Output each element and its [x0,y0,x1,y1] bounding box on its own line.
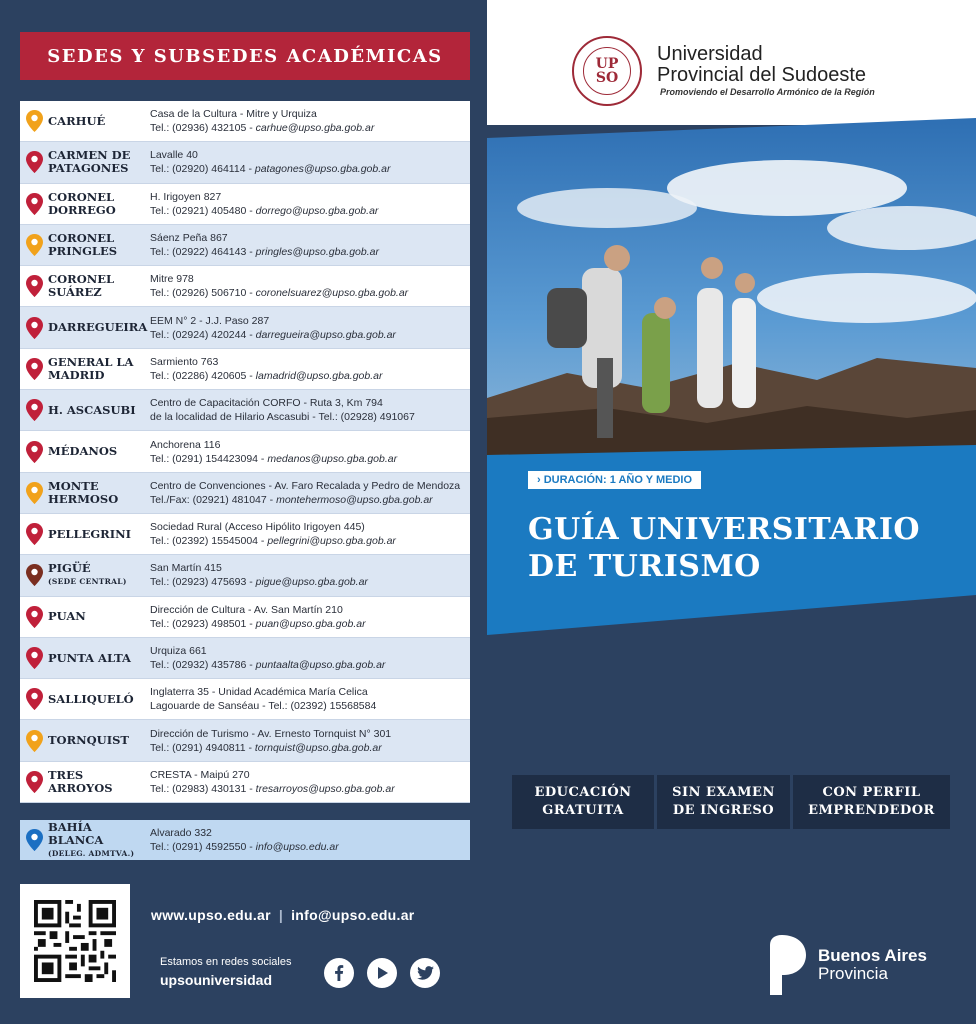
sede-row [20,473,470,514]
email-link[interactable]: info@upso.edu.ar [291,907,415,923]
email-link[interactable]: lamadrid@upso.gba.gob.ar [255,369,383,382]
sede-phone: Tel.: (0291) 4940811 - [150,741,255,754]
location-pin-icon [20,358,48,380]
sede-info [150,148,470,176]
sede-address: San Martín 415 [150,562,222,575]
email-link[interactable]: pringles@upso.gba.gob.ar [255,246,379,259]
university-header [487,0,976,125]
sede-name: PUNTA ALTA [48,650,131,665]
sede-address: Centro de Capacitación CORFO - Ruta 3, Km 794 [150,397,383,410]
sede-name: CARHUÉ [48,113,106,128]
sede-address: Sarmiento 763 [150,355,219,368]
sede-info [150,190,470,218]
sede-info [150,107,470,135]
website-link[interactable]: www.upso.edu.ar [151,907,271,923]
sede-name: MONTE HERMOSO [48,478,119,506]
sede-phone: Tel.: (02923) 498501 - [150,617,256,630]
email-link[interactable]: puan@upso.gba.gob.ar [255,617,366,630]
youtube-icon[interactable] [367,958,397,988]
sede-name: PIGÜÉ (SEDE CENTRAL) [48,561,127,587]
sede-phone: Tel.: (02924) 420244 - [150,328,256,341]
sede-name: BAHÍA BLANCA (DELEG. ADMTVA.) [48,819,135,858]
sede-row [20,638,470,679]
location-pin-icon [20,193,48,215]
bahia-blanca-row [20,820,470,860]
location-pin-icon [20,482,48,504]
sede-address: CRESTA - Maipú 270 [150,768,250,781]
sede-phone: Tel.: (02392) 15545004 - [150,535,268,548]
email-link[interactable]: patagones@upso.gba.gob.ar [254,163,391,176]
sede-address: Sáenz Peña 867 [150,232,228,245]
university-seal-logo: UP SO [572,36,642,106]
sede-name: DARREGUEIRA [48,320,148,335]
sede-name: SALLIQUELÓ [48,691,134,706]
sede-row [20,225,470,266]
sede-phone: de la localidad de Hilario Ascasubi - Tel.: (02928) 491067 [150,411,415,424]
sede-info [150,561,470,589]
feature-free-education: EDUCACIÓN GRATUITA [512,775,654,829]
sede-info [150,644,470,672]
sede-row [20,555,470,596]
sede-address: Sociedad Rural (Acceso Hipólito Irigoyen 445) [150,521,365,534]
duration-badge: › DURACIÓN: 1 AÑO Y MEDIO [528,471,701,489]
sede-row [20,390,470,431]
location-pin-icon [20,399,48,421]
sede-info [150,685,470,713]
sede-name: CORONEL PRINGLES [48,231,118,259]
email-link[interactable]: tresarroyos@upso.gba.gob.ar [255,782,395,795]
sede-address: Anchorena 116 [150,438,221,451]
sede-address: EEM N° 2 - J.J. Paso 287 [150,314,270,327]
sede-info [150,314,470,342]
provincia-p-icon [768,935,808,995]
left-panel [0,0,487,1024]
university-tagline: Promoviendo el Desarrollo Armónico de la Región [660,87,875,97]
sede-phone: Lagouarde de Sanséau - Tel.: (02392) 15568584 [150,700,377,713]
sede-info [150,231,470,259]
email-link[interactable]: info@upso.edu.ar [255,841,339,853]
sede-row [20,762,470,803]
sede-address: Inglaterra 35 - Unidad Académica María Celica [150,686,368,699]
footer-links [151,907,415,923]
right-panel [487,0,976,1024]
sede-row [20,597,470,638]
sede-name: PUAN [48,609,86,624]
email-link[interactable]: montehermoso@upso.gba.gob.ar [276,493,433,506]
sede-address: Lavalle 40 [150,149,198,162]
sede-name: PELLEGRINI [48,526,131,541]
sede-phone: Tel.: (02923) 475693 - [150,576,256,589]
sede-info [150,396,470,424]
location-pin-icon [20,234,48,256]
sede-name: MÉDANOS [48,444,118,459]
sede-info [150,520,470,548]
sede-info [150,355,470,383]
facebook-icon[interactable] [324,958,354,988]
sede-info [150,272,470,300]
sede-row [20,184,470,225]
sede-info [150,603,470,631]
email-link[interactable]: puntaalta@upso.gba.gob.ar [255,659,386,671]
sede-info [150,727,470,755]
program-title: GUÍA UNIVERSITARIO DE TURISMO [528,512,920,584]
location-pin-icon [20,688,48,710]
sede-row [20,514,470,555]
social-handle: upsouniversidad [160,972,273,988]
location-pin-icon [20,317,48,339]
buenos-aires-logo: Buenos Aires Provincia [768,935,927,995]
location-pin-icon [20,829,48,851]
email-link[interactable]: pellegrini@upso.gba.gob.ar [267,535,396,548]
sede-name: CORONEL DORREGO [48,189,116,217]
sede-row [20,349,470,390]
sede-address: Dirección de Turismo - Av. Ernesto Tornquist N° 301 [150,727,392,740]
feature-no-exam: SIN EXAMEN DE INGRESO [657,775,790,829]
sede-address: H. Irigoyen 827 [150,190,222,203]
sede-address: Urquiza 661 [150,645,207,657]
location-pin-icon [20,730,48,752]
sede-address: Dirección de Cultura - Av. San Martín 210 [150,603,343,616]
sede-name: TRES ARROYOS [48,767,113,795]
email-link[interactable]: coronelsuarez@upso.gba.gob.ar [255,287,409,300]
sede-name: H. ASCASUBI [48,402,136,417]
sede-phone: Tel./Fax: (02921) 481047 - [150,493,277,506]
location-pin-icon [20,771,48,793]
sedes-header: SEDES Y SUBSEDES ACADÉMICAS [20,32,470,80]
email-link[interactable]: tornquist@upso.gba.gob.ar [254,741,382,754]
sede-row [20,720,470,761]
sede-name: CORONEL SUÁREZ [48,272,115,300]
sede-name: CARMEN DE PATAGONES [48,148,131,176]
sede-row [20,679,470,720]
sede-phone: Tel.: (02920) 464114 - [150,163,255,176]
email-link[interactable]: darregueira@upso.gba.gob.ar [255,328,396,341]
sede-address: Mitre 978 [150,273,194,286]
location-pin-icon [20,151,48,173]
sede-info [150,438,470,466]
location-pin-icon [20,110,48,132]
sede-phone: Tel.: (0291) 154423094 - [150,452,268,465]
location-pin-icon [20,647,48,669]
sede-name: GENERAL LA MADRID [48,354,134,382]
sede-phone: Tel.: (02922) 464143 - [150,246,256,259]
sede-row [20,266,470,307]
email-link[interactable]: pigue@upso.gba.gob.ar [255,576,368,589]
location-pin-icon [20,564,48,586]
sede-row [20,101,470,142]
sede-info [150,768,470,796]
sede-phone: Tel.: (02983) 430131 - [150,782,256,795]
features-row [512,775,950,829]
sede-row [20,431,470,472]
email-link[interactable]: carhue@upso.gba.gob.ar [255,122,375,135]
email-link[interactable]: dorrego@upso.gba.gob.ar [255,204,379,217]
location-pin-icon [20,523,48,545]
sede-info: Alvarado 332 Tel.: (0291) 4592550 - info@upso.edu.ar [150,827,339,853]
sede-address: Centro de Convenciones - Av. Faro Recalada y Pedro de Mendoza [150,479,461,492]
hikers-photo [487,118,976,458]
sede-phone: Tel.: (02932) 435786 - [150,659,256,671]
twitter-icon[interactable] [410,958,440,988]
sede-phone: Tel.: (02936) 432105 - [150,122,256,135]
sede-name: TORNQUIST [48,733,129,748]
sede-row [20,142,470,183]
sedes-list [20,101,470,803]
location-pin-icon [20,606,48,628]
sede-info [150,479,470,507]
sede-phone: Tel.: (02921) 405480 - [150,204,256,217]
social-caption: Estamos en redes sociales [160,956,292,968]
feature-entrepreneur: CON PERFIL EMPRENDEDOR [793,775,950,829]
university-name: Universidad Provincial del Sudoeste [657,43,867,86]
location-pin-icon [20,275,48,297]
qr-code [20,884,130,998]
sede-phone: Tel.: (02926) 506710 - [150,287,256,300]
email-link[interactable]: medanos@upso.gba.gob.ar [267,452,398,465]
social-icons [324,958,440,988]
sede-address: Casa de la Cultura - Mitre y Urquiza [150,108,317,121]
sede-phone: Tel.: (02286) 420605 - [150,369,256,382]
location-pin-icon [20,441,48,463]
sede-row [20,307,470,348]
link-separator: | [278,907,284,923]
